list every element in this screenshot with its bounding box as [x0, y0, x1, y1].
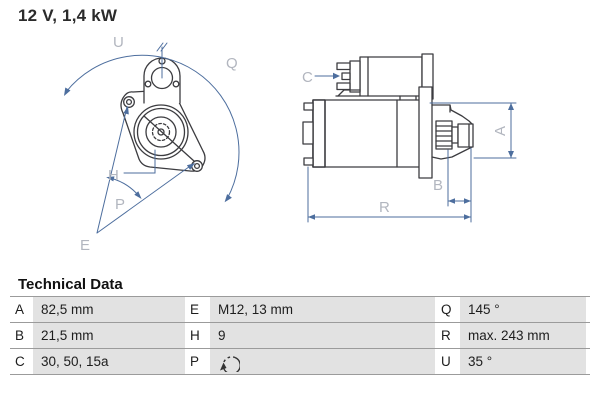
dim-label-e: E	[80, 237, 91, 254]
shaft-nose	[458, 124, 473, 147]
mounting-flange	[419, 87, 432, 178]
dim-label-q: Q	[226, 55, 238, 72]
table-heading: Technical Data	[18, 276, 123, 293]
motor-body	[313, 100, 421, 167]
table-row	[0, 297, 600, 322]
pinion-gear	[436, 121, 452, 149]
param-value-h: 9	[210, 323, 435, 348]
table-rule	[10, 374, 590, 375]
pinion-step	[452, 127, 458, 143]
solenoid-terminal-1	[337, 63, 350, 70]
param-key-r: R	[441, 328, 451, 343]
param-key-b: B	[15, 328, 25, 343]
param-key-h: H	[190, 328, 200, 343]
param-key-q: Q	[441, 302, 452, 317]
param-key-a: A	[15, 302, 25, 317]
param-value-p	[210, 349, 435, 374]
table-row	[0, 349, 600, 374]
page-title: 12 V, 1,4 kW	[18, 6, 118, 25]
solenoid-terminal-2	[342, 73, 350, 80]
arrowhead	[333, 73, 340, 79]
arrowhead	[64, 88, 71, 97]
solenoid-body	[360, 57, 422, 96]
dim-label-a: A	[492, 125, 509, 137]
dim-label-b: B	[433, 177, 444, 194]
dim-label-r: R	[379, 199, 390, 216]
param-key-c: C	[15, 354, 25, 369]
solenoid-terminal-3	[337, 83, 350, 90]
arrowhead	[508, 103, 514, 110]
arrowhead	[508, 151, 514, 158]
param-value-a: 82,5 mm	[33, 297, 185, 322]
body-bracket-left	[303, 122, 313, 144]
starter-motor-front-view	[121, 58, 205, 171]
body-tab-top	[304, 103, 313, 110]
dim-label-u: U	[113, 34, 124, 51]
param-value-q: 145 °	[460, 297, 586, 322]
arrowhead	[464, 214, 471, 220]
bolt-hole-top-left	[124, 97, 135, 108]
param-key-e: E	[190, 302, 200, 317]
param-value-r: max. 243 mm	[460, 323, 586, 348]
arrowhead	[308, 214, 315, 220]
rotation-direction-icon	[218, 352, 240, 372]
dim-label-p: P	[115, 196, 126, 213]
dim-label-h: H	[108, 167, 119, 184]
param-value-c: 30, 50, 15a	[33, 349, 185, 374]
param-value-e: M12, 13 mm	[210, 297, 435, 322]
arrowhead	[448, 198, 455, 204]
body-tab-bottom	[304, 158, 313, 165]
arrowhead	[464, 198, 471, 204]
table-row	[0, 323, 600, 348]
arrowhead	[225, 194, 232, 202]
bolt-hole-bottom-right	[192, 161, 203, 172]
param-value-u: 35 °	[460, 349, 586, 374]
dim-label-c: C	[302, 69, 313, 86]
param-key-p: P	[190, 354, 200, 369]
param-key-u: U	[441, 354, 451, 369]
solenoid-terminal-cap	[350, 61, 360, 92]
commutator-end-cap	[313, 100, 325, 167]
param-value-b: 21,5 mm	[33, 323, 185, 348]
